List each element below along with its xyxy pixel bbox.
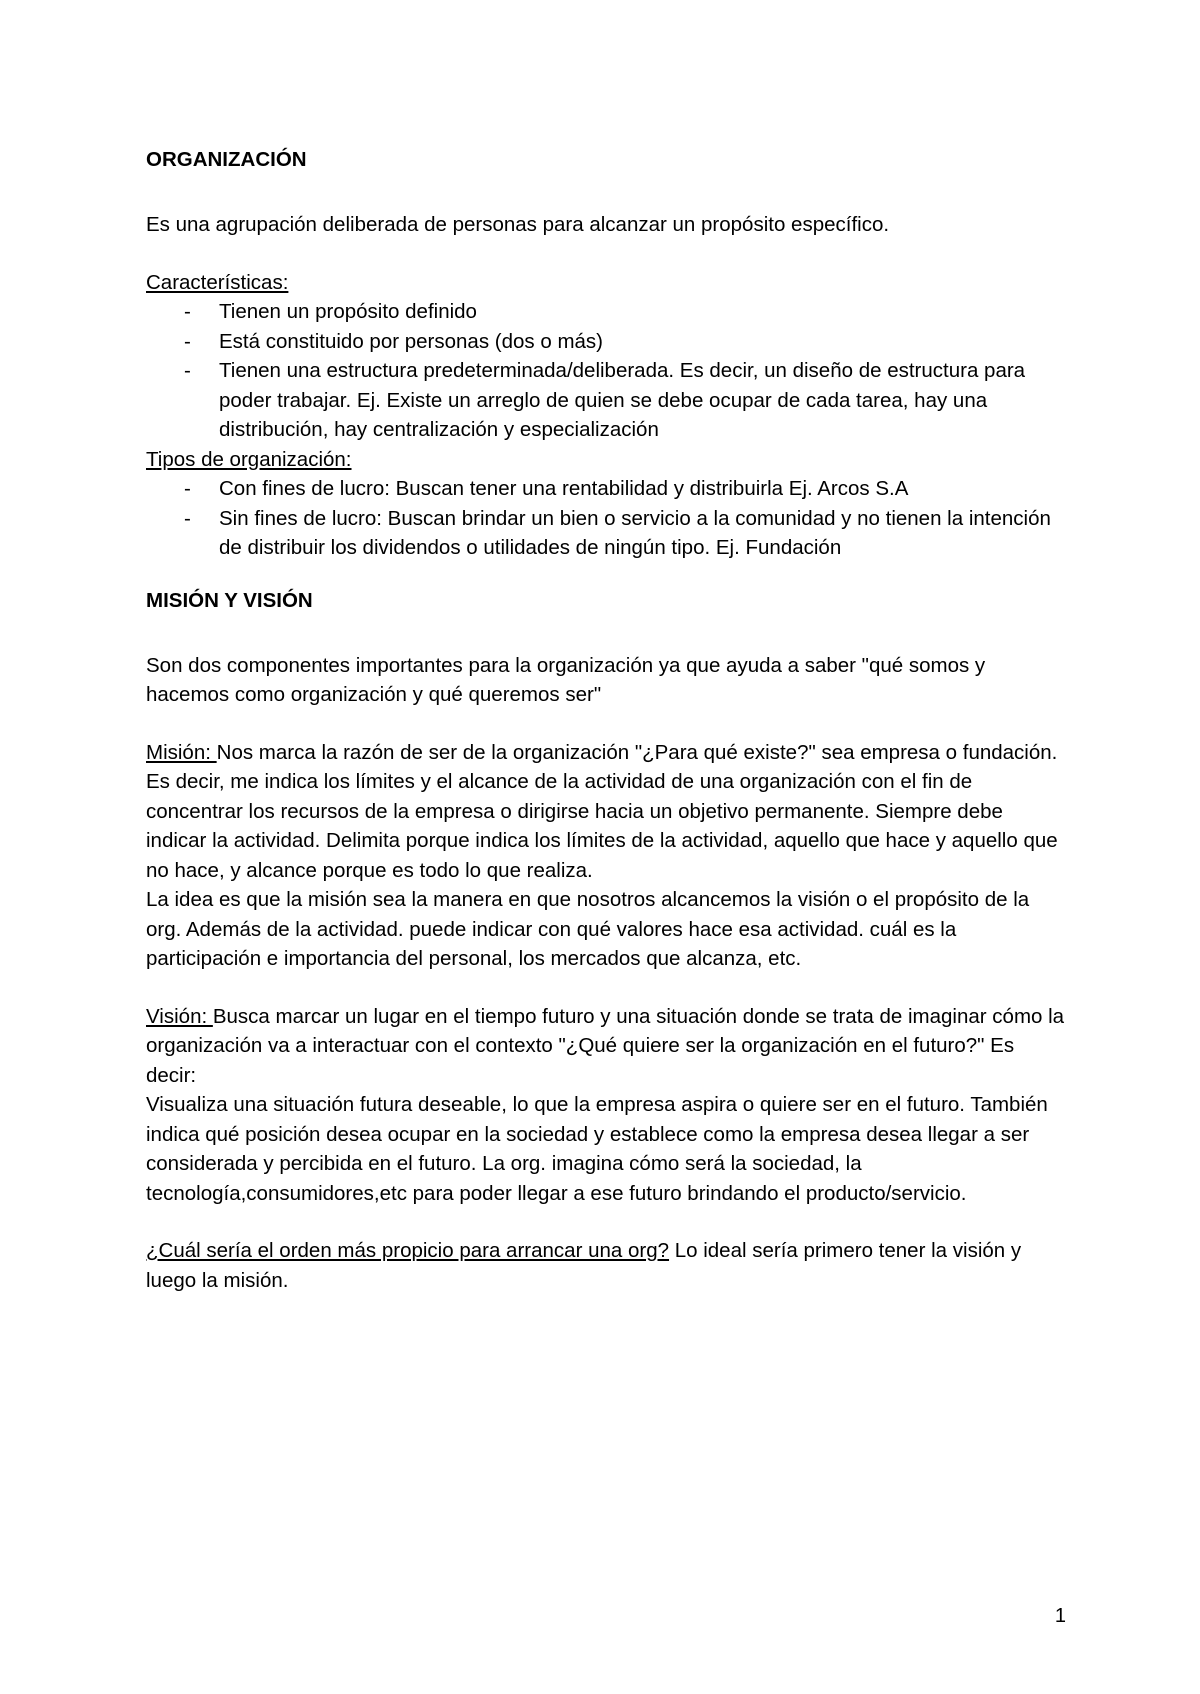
vision-text: Busca marcar un lugar en el tiempo futuro y una situación donde se trata de imaginar cómo la organización va a interactuar con el contexto "¿Qué quiere ser la organización en el futuro?" Es decir: [146, 1004, 1065, 1087]
question-answer: Lo ideal sería primero tener la visión y luego la misión. [146, 1239, 1022, 1292]
list-item: - Está constituido por personas (dos o más) [146, 327, 1066, 357]
mision-label: Misión: [146, 740, 217, 764]
list-item: - Sin fines de lucro: Buscan brindar un bien o servicio a la comunidad y no tienen la intención de distribuir los dividendos o utilidades de ningún tipo. Ej. Fundación [146, 504, 1066, 563]
vision-label: Visión: [146, 1004, 213, 1028]
types-list [146, 474, 1066, 563]
list-item: - Tienen un propósito definido [146, 297, 1066, 327]
mv-intro-paragraph: Son dos componentes importantes para la organización ya que ayuda a saber "qué somos y hacemos como organización y qué queremos ser" [146, 653, 986, 706]
question-label: ¿Cuál sería el orden más propicio para arrancar una org? [146, 1239, 670, 1262]
mision-text: Nos marca la razón de ser de la organización "¿Para qué existe?" sea empresa o fundación. Es decir, me indica los límites y el alcance de la actividad de una organización con el fin de concentrar los recursos de la empresa o dirigirse hacia un objetivo permanente. Siempre debe indicar la actividad. Delimita porque indica los límites de la actividad, aquello que hace y aquello que no hace, y alcance porque es todo lo que realiza. [146, 740, 1058, 882]
characteristics-list [146, 297, 1066, 445]
list-item: - Con fines de lucro: Buscan tener una rentabilidad y distribuirla Ej. Arcos S.A [146, 474, 1066, 504]
question-paragraph [146, 1236, 1066, 1295]
definition-paragraph: Es una agrupación deliberada de personas para alcanzar un propósito específico. [146, 213, 890, 236]
heading-mision-vision: MISIÓN Y VISIÓN [146, 588, 313, 612]
vision-paragraph-2: Visualiza una situación futura deseable, lo que la empresa aspira o quiere ser en el futuro. También indica qué posición desea ocupar en la sociedad y establece como la empresa desea llegar a ser considerada y percibida en el futuro. La org. imagina cómo será la sociedad, la tecnología,consumidores,etc para poder llegar a ese futuro brindando el producto/servicio. [146, 1093, 1048, 1205]
mision-paragraph-2: La idea es que la misión sea la manera en que nosotros alcancemos la visión o el propósito de la org. Además de la actividad. puede indicar con qué valores hace esa actividad. cuál es la participación e importancia del personal, los mercados que alcanza, etc. [146, 888, 1030, 970]
vision-paragraph [146, 1002, 1066, 1091]
page-number: 1 [1054, 1605, 1066, 1627]
heading-organizacion: ORGANIZACIÓN [146, 148, 307, 171]
characteristics-label: Características: [146, 270, 289, 294]
list-item: - Tienen una estructura predeterminada/deliberada. Es decir, un diseño de estructura para poder trabajar. Ej. Existe un arreglo de quien se debe ocupar de cada tarea, hay una distribución, hay centralización y especialización [146, 356, 1066, 445]
document-page [146, 140, 1066, 1295]
mision-paragraph [146, 738, 1066, 886]
types-label: Tipos de organización: [146, 447, 352, 471]
